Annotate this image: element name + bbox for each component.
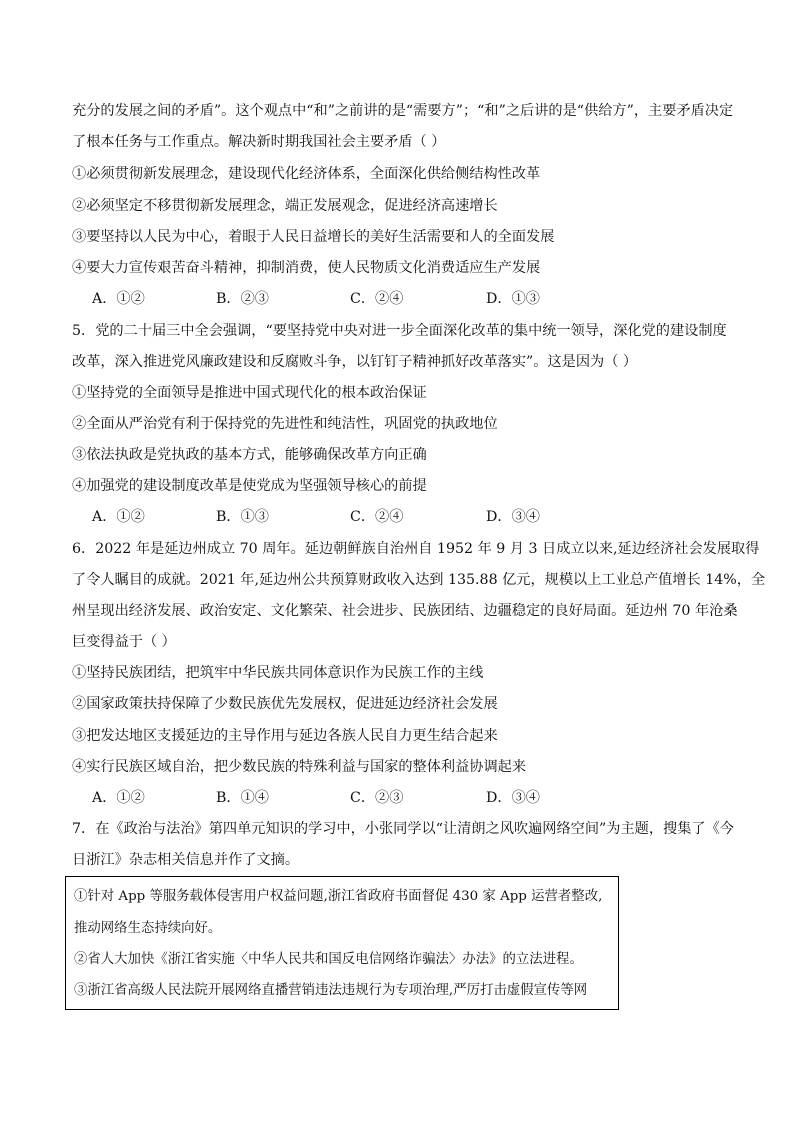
q6-choice-b[interactable]: B．①④ bbox=[216, 790, 269, 806]
q5-stem-line-1: 5．党的二十届三中全会强调，“要坚持党中央对进一步全面深化改革的集中统一领导，深化党的建设制度 bbox=[72, 323, 727, 339]
q6-stem-line-2: 了令人瞩目的成就。2021 年,延边州公共预算财政收入达到 135.88 亿元，规模以上工业总产值增长 14%，全 bbox=[72, 572, 766, 588]
q4-choice-b[interactable]: B．②③ bbox=[216, 291, 269, 307]
q5-option-1: ①坚持党的全面领导是推进中国式现代化的根本政治保证 bbox=[72, 385, 427, 401]
q4-choice-d[interactable]: D．①③ bbox=[486, 291, 540, 307]
q5-option-4: ④加强党的建设制度改革是使党成为坚强领导核心的前提 bbox=[72, 478, 427, 494]
q6-option-4: ④实行民族区域自治，把少数民族的特殊利益与国家的整体利益协调起来 bbox=[72, 759, 527, 775]
q7-stem-line-2: 日浙江》杂志相关信息并作了文摘。 bbox=[72, 852, 300, 868]
q5-choice-c[interactable]: C．②④ bbox=[350, 509, 404, 525]
q4-choice-c[interactable]: C．②④ bbox=[350, 291, 404, 307]
q7-excerpt-line-3: ②省人大加快《浙江省实施〈中华人民共和国反电信网络诈骗法〉办法》的立法进程。 bbox=[74, 952, 583, 967]
q6-choice-d[interactable]: D．③④ bbox=[486, 790, 540, 806]
q7-excerpt-line-1: ①针对 App 等服务载体侵害用户权益问题,浙江省政府书面督促 430 家 App 运营者整改, bbox=[74, 889, 603, 904]
q4-option-1: ①必须贯彻新发展理念，建设现代化经济体系，全面深化供给侧结构性改革 bbox=[72, 166, 541, 182]
q5-stem-line-2: 改革，深入推进党风廉政建设和反腐败斗争，以钉钉子精神抓好改革落实”。这是因为（ ） bbox=[72, 354, 638, 370]
q5-option-3: ③依法执政是党执政的基本方式，能够确保改革方向正确 bbox=[72, 447, 427, 463]
q6-choice-a[interactable]: A．①② bbox=[92, 790, 145, 806]
q5-option-2: ②全面从严治党有利于保持党的先进性和纯洁性，巩固党的执政地位 bbox=[72, 416, 498, 432]
q4-choice-a[interactable]: A．①② bbox=[92, 291, 145, 307]
q4-option-2: ②必须坚定不移贯彻新发展理念，端正发展观念，促进经济高速增长 bbox=[72, 198, 498, 214]
q7-excerpt-line-2: 推动网络生态持续向好。 bbox=[74, 921, 222, 936]
q5-choice-a[interactable]: A．①② bbox=[92, 509, 145, 525]
q6-option-3: ③把发达地区支援延边的主导作用与延边各族人民自力更生结合起来 bbox=[72, 728, 498, 744]
q7-stem-line-1: 7．在《政治与法治》第四单元知识的学习中，小张同学以“让清朗之风吹遍网络空间”为主题，搜集了《今 bbox=[72, 821, 734, 837]
q7-excerpt-line-4: ③浙江省高级人民法院开展网络直播营销违法违规行为专项治理,严厉打击虚假宣传等网 bbox=[74, 983, 588, 998]
q6-stem-line-3: 州呈现出经济发展、政治安定、文化繁荣、社会进步、民族团结、边疆稳定的良好局面。延边州 70 年沧桑 bbox=[72, 603, 738, 619]
q4-choices bbox=[92, 289, 692, 309]
q5-choice-d[interactable]: D．③④ bbox=[486, 509, 540, 525]
q7-excerpt-box bbox=[65, 876, 619, 1010]
q6-choice-c[interactable]: C．②③ bbox=[350, 790, 404, 806]
q6-option-1: ①坚持民族团结，把筑牢中华民族共同体意识作为民族工作的主线 bbox=[72, 665, 484, 681]
q5-choices bbox=[92, 507, 692, 527]
q6-choices bbox=[92, 788, 692, 808]
q4-stem-line-1: 充分的发展之间的矛盾”。这个观点中“和”之前讲的是“需要方”；“和”之后讲的是“供给方”，主要矛盾决定 bbox=[72, 103, 734, 119]
q4-option-4: ④要大力宣传艰苦奋斗精神，抑制消费，使人民物质文化消费适应生产发展 bbox=[72, 260, 541, 276]
q4-stem-line-2: 了根本任务与工作重点。解决新时期我国社会主要矛盾（ ） bbox=[72, 134, 446, 150]
q4-option-3: ③要坚持以人民为中心，着眼于人民日益增长的美好生活需要和人的全面发展 bbox=[72, 229, 555, 245]
q6-stem-line-4: 巨变得益于（ ） bbox=[72, 634, 176, 650]
q6-option-2: ②国家政策扶持保障了少数民族优先发展权，促进延边经济社会发展 bbox=[72, 696, 498, 712]
q5-choice-b[interactable]: B．①③ bbox=[216, 509, 269, 525]
q6-stem-line-1: 6．2022 年是延边州成立 70 周年。延边朝鲜族自治州自 1952 年 9 月 3 日成立以来,延边经济社会发展取得 bbox=[72, 541, 760, 557]
